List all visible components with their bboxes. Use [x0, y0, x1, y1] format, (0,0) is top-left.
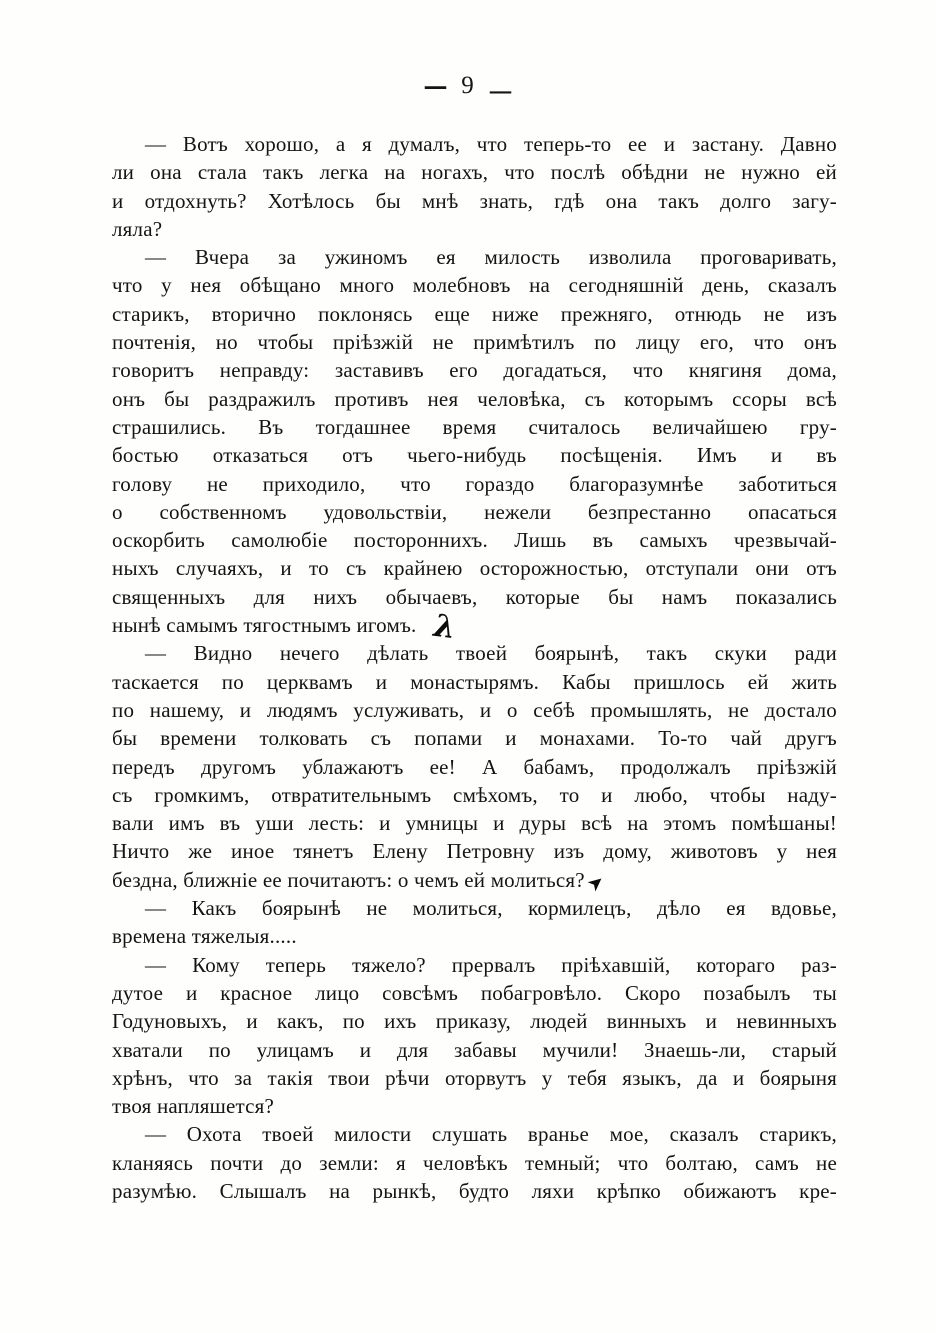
handwritten-lambda-pen-mark-icon: λ: [432, 607, 459, 647]
text-line: кланяясь почти до земли: я человѣкъ темный; что болтаю, самъ не: [112, 1150, 837, 1175]
text-line: по нашему, и людямъ услуживать, и о себѣ промышлять, не достало: [112, 697, 837, 722]
text-line: времена тяжелыя.....: [112, 924, 297, 949]
page-number: 9: [461, 72, 475, 99]
text-line: хрѣнъ, что за такія твои рѣчи оторвутъ у тебя языкъ, да и боярыня: [112, 1065, 837, 1090]
text-line: ныхъ случаяхъ, и то съ крайнею осторожностью, отступали они отъ: [112, 556, 837, 581]
text-line: [112, 866, 837, 897]
text-line: разумѣю. Слышалъ на рынкѣ, будто ляхи крѣпко обижаютъ кре-: [112, 1178, 837, 1203]
text-line: о собственномъ удовольствіи, нежели безпрестанно опасаться: [112, 499, 837, 524]
text-line: — Какъ боярынѣ не молиться, кормилецъ, дѣло ея вдовье,: [145, 896, 837, 921]
paragraph-5: [112, 951, 837, 1121]
text-line: твоя напляшется?: [112, 1094, 275, 1119]
text-line: говоритъ неправду: заставивъ его догадаться, что княгиня дома,: [112, 358, 837, 383]
page-header: [0, 63, 936, 107]
handwritten-arrow-pen-mark-icon: ➤: [582, 869, 610, 897]
text-line: почтенія, но чтобы пріѣзжій не примѣтилъ по лицу его, что онъ: [112, 330, 837, 355]
text-line: съ громкимъ, отвратительнымъ смѣхомъ, то и любо, чтобы наду-: [112, 782, 837, 807]
text-line: ли она стала такъ легка на ногахъ, что послѣ обѣдни не нужно ей: [112, 160, 837, 185]
paragraph-1: [112, 130, 837, 243]
text-line: голову не приходило, что гораздо благоразумнѣе заботиться: [112, 471, 837, 496]
text-line: старикъ, вторично поклонясь еще ниже прежняго, отнюдь не изъ: [112, 301, 837, 326]
text-line: — Вотъ хорошо, а я думалъ, что теперь-то ее и застану. Давно: [145, 132, 837, 156]
text-line-text: бездна, ближніе ее почитаютъ: о чемъ ей молиться?: [112, 867, 585, 892]
text-line: — Кому теперь тяжело? прервалъ пріѣхавшій, котораго раз-: [145, 952, 837, 977]
text-line: страшились. Въ тогдашнее время считалось величайшею гру-: [112, 414, 837, 439]
text-line: ляла?: [112, 216, 163, 241]
text-line: — Вчера за ужиномъ ея милость изволила проговаривать,: [145, 245, 837, 270]
header-dash-right: —: [489, 74, 511, 107]
text-line: Годуновыхъ, и какъ, по ихъ приказу, людей винныхъ и невинныхъ: [112, 1009, 837, 1034]
text-line: бостью отказаться отъ чьего-нибудь посѣщенія. Имъ и въ: [112, 443, 837, 468]
text-line: — Видно нечего дѣлать твоей боярынѣ, такъ скуки ради: [145, 641, 837, 666]
text-line: оскорбить самолюбіе постороннихъ. Лишь въ самыхъ чрезвычай-: [112, 528, 837, 553]
text-line: онъ бы раздражилъ противъ нея человѣка, съ которымъ ссоры всѣ: [112, 386, 837, 411]
text-line: передъ другомъ ублажаютъ ее! А бабамъ, продолжалъ пріѣзжій: [112, 754, 837, 779]
text-line: вали имъ въ уши лесть: и умницы и дуры всѣ на этомъ помѣшаны!: [112, 811, 837, 836]
text-line: Ничто же иное тянетъ Елену Петровну изъ дому, животовъ у нея: [112, 839, 837, 864]
header-dash-left: —: [425, 63, 447, 107]
text-line: дутое и красное лицо совсѣмъ побагровѣло. Скоро позабылъ ты: [112, 980, 837, 1005]
text-line: бы времени толковать съ попами и монахами. То-то чай другъ: [112, 726, 837, 751]
paragraph-4: [112, 894, 837, 951]
text-line: и отдохнуть? Хотѣлось бы мнѣ знать, гдѣ она такъ долго загу-: [112, 188, 837, 213]
text-line: — Охота твоей милости слушать вранье мое, сказалъ старикъ,: [145, 1122, 837, 1147]
paragraph-2: [112, 243, 837, 647]
text-line: что у нея обѣщано много молебновъ на сегодняшній день, сказалъ: [112, 273, 837, 298]
text-line: хватали по улицамъ и для забавы мучили! Знаешь-ли, старый: [112, 1037, 837, 1062]
text-line: [112, 607, 837, 647]
paragraph-6: [112, 1120, 837, 1205]
text-line-text: нынѣ самымъ тягостнымъ игомъ.: [112, 613, 417, 638]
text-line: священныхъ для нихъ обычаевъ, которые бы намъ показались: [112, 584, 837, 609]
paragraph-3: [112, 639, 837, 897]
body-text: [112, 130, 837, 1205]
text-line: таскается по церквамъ и монастырямъ. Кабы пришлось ей жить: [112, 669, 837, 694]
